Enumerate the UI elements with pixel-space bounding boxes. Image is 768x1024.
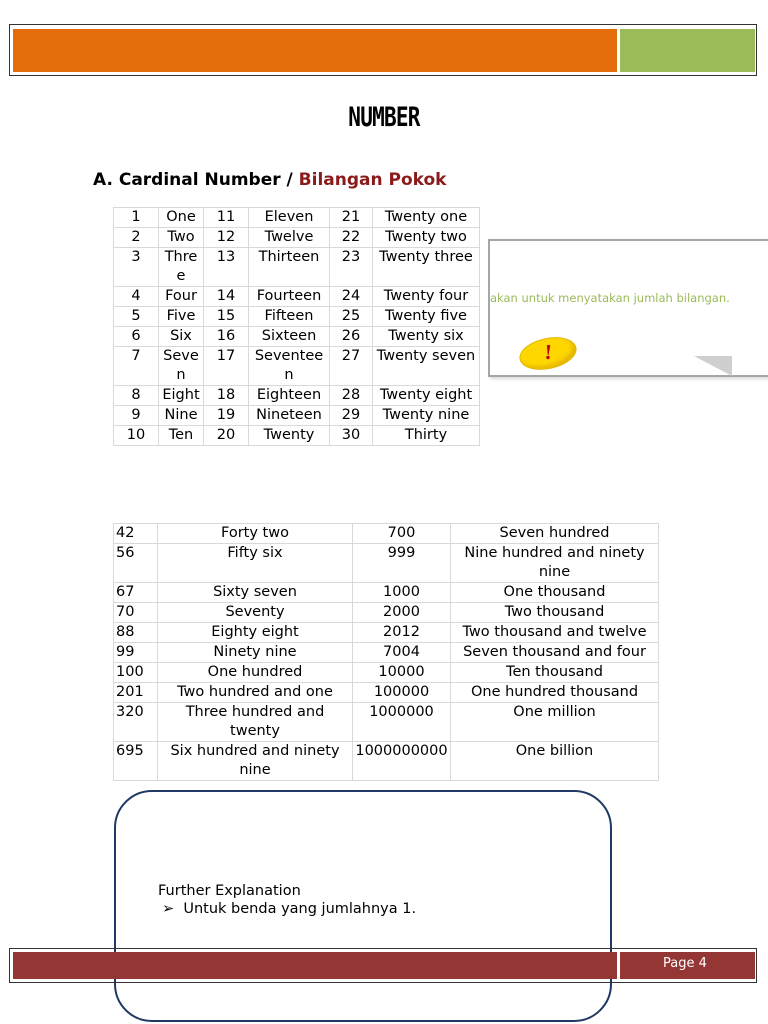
table-cell: 999 (353, 544, 451, 583)
table-cell: One (159, 208, 204, 228)
table-row (114, 663, 659, 683)
table-cell: Seventy (158, 603, 353, 623)
table-cell: 18 (204, 386, 249, 406)
table-cell: Twenty six (373, 327, 480, 347)
callout-text: akan untuk menyatakan jumlah bilangan. (490, 291, 730, 305)
page-title: NUMBER (348, 102, 420, 133)
table-cell: 20 (204, 426, 249, 446)
table-row (114, 683, 659, 703)
table-cell: 1000000000 (353, 742, 451, 781)
table-cell: 3 (114, 248, 159, 287)
table-cell: Fourteen (249, 287, 330, 307)
table-cell: 25 (330, 307, 373, 327)
table-row (114, 603, 659, 623)
table-cell: Nine hundred and ninety nine (451, 544, 659, 583)
table-cell: 6 (114, 327, 159, 347)
cardinal-table-2 (113, 523, 659, 781)
table-cell: 26 (330, 327, 373, 347)
table-cell: Seven (159, 347, 204, 386)
table-cell: 8 (114, 386, 159, 406)
table-cell: Nineteen (249, 406, 330, 426)
table-cell: Seven hundred (451, 524, 659, 544)
table-cell: Twelve (249, 228, 330, 248)
table-cell: Six hundred and ninety nine (158, 742, 353, 781)
table-cell: Two thousand and twelve (451, 623, 659, 643)
table-cell: 16 (204, 327, 249, 347)
table-cell: 11 (204, 208, 249, 228)
table-cell: 320 (114, 703, 158, 742)
table-cell: 1 (114, 208, 159, 228)
table-row (114, 544, 659, 583)
table-cell: 9 (114, 406, 159, 426)
table-cell: 5 (114, 307, 159, 327)
table-cell: Twenty one (373, 208, 480, 228)
table-cell: 7 (114, 347, 159, 386)
table-cell: 2012 (353, 623, 451, 643)
table-cell: 56 (114, 544, 158, 583)
table-cell: One thousand (451, 583, 659, 603)
header-orange-bar (13, 29, 617, 72)
table-cell: 42 (114, 524, 158, 544)
table-row (114, 742, 659, 781)
table-cell: Twenty (249, 426, 330, 446)
table-cell: 10000 (353, 663, 451, 683)
table-row (114, 327, 480, 347)
table-row (114, 347, 480, 386)
table-cell: Ten thousand (451, 663, 659, 683)
table-cell: Fifteen (249, 307, 330, 327)
table-cell: Ten (159, 426, 204, 446)
table-cell: Eight (159, 386, 204, 406)
table-row (114, 643, 659, 663)
table-cell: Six (159, 327, 204, 347)
table-cell: 201 (114, 683, 158, 703)
table-row (114, 287, 480, 307)
table-cell: Twenty two (373, 228, 480, 248)
header-green-bar (620, 29, 755, 72)
table-cell: One hundred thousand (451, 683, 659, 703)
table-cell: 27 (330, 347, 373, 386)
table-cell: 2000 (353, 603, 451, 623)
table-cell: Twenty nine (373, 406, 480, 426)
table-cell: Ninety nine (158, 643, 353, 663)
table-cell: 12 (204, 228, 249, 248)
table-cell: Nine (159, 406, 204, 426)
table-cell: Twenty five (373, 307, 480, 327)
table-cell: 15 (204, 307, 249, 327)
table-cell: 7004 (353, 643, 451, 663)
table-cell: Eighteen (249, 386, 330, 406)
section-heading (93, 170, 447, 190)
table-cell: 28 (330, 386, 373, 406)
table-row (114, 524, 659, 544)
table-cell: 17 (204, 347, 249, 386)
page-number: Page 4 (663, 956, 707, 971)
section-label: A. Cardinal Number / (93, 170, 293, 190)
table-cell: 4 (114, 287, 159, 307)
table-cell: Three (159, 248, 204, 287)
table-cell: Thirty (373, 426, 480, 446)
table-cell: Two hundred and one (158, 683, 353, 703)
table-cell: 1000 (353, 583, 451, 603)
table-cell: 67 (114, 583, 158, 603)
table-cell: 700 (353, 524, 451, 544)
table-row (114, 623, 659, 643)
explanation-bullet (162, 901, 416, 917)
table-cell: Fifty six (158, 544, 353, 583)
table-cell: Sixty seven (158, 583, 353, 603)
table-cell: Eleven (249, 208, 330, 228)
table-cell: Five (159, 307, 204, 327)
table-cell: Thirteen (249, 248, 330, 287)
table-cell: 24 (330, 287, 373, 307)
table-cell: Four (159, 287, 204, 307)
table-cell: 100000 (353, 683, 451, 703)
table-cell: 2 (114, 228, 159, 248)
table-cell: Twenty eight (373, 386, 480, 406)
table-cell: Forty two (158, 524, 353, 544)
table-cell: 100 (114, 663, 158, 683)
table-row (114, 228, 480, 248)
table-cell: 21 (330, 208, 373, 228)
callout-fold (694, 356, 732, 376)
exclamation-glyph: ! (543, 341, 553, 365)
cardinal-table-1 (113, 207, 480, 446)
table-cell: One million (451, 703, 659, 742)
table-row (114, 208, 480, 228)
table-cell: 99 (114, 643, 158, 663)
table-cell: 70 (114, 603, 158, 623)
table-cell: 13 (204, 248, 249, 287)
table-cell: 88 (114, 623, 158, 643)
table-cell: 29 (330, 406, 373, 426)
table-cell: 10 (114, 426, 159, 446)
table-row (114, 307, 480, 327)
table-row (114, 386, 480, 406)
table-cell: Three hundred and twenty (158, 703, 353, 742)
table-cell: 22 (330, 228, 373, 248)
table-cell: Eighty eight (158, 623, 353, 643)
table-row (114, 583, 659, 603)
table-cell: 1000000 (353, 703, 451, 742)
table-row (114, 703, 659, 742)
table-cell: One billion (451, 742, 659, 781)
table-row (114, 248, 480, 287)
table-cell: Seven thousand and four (451, 643, 659, 663)
table-row (114, 426, 480, 446)
table-cell: Seventeen (249, 347, 330, 386)
table-cell: 14 (204, 287, 249, 307)
table-cell: Sixteen (249, 327, 330, 347)
section-label-indonesian: Bilangan Pokok (298, 170, 447, 190)
table-cell: Twenty four (373, 287, 480, 307)
table-cell: 695 (114, 742, 158, 781)
table-cell: Two thousand (451, 603, 659, 623)
table-cell: 30 (330, 426, 373, 446)
table-cell: Twenty three (373, 248, 480, 287)
table-cell: 19 (204, 406, 249, 426)
table-cell: 23 (330, 248, 373, 287)
bullet-arrow-icon: ➢ (162, 901, 175, 917)
explanation-heading: Further Explanation (158, 883, 301, 899)
table-cell: Twenty seven (373, 347, 480, 386)
table-cell: Two (159, 228, 204, 248)
table-cell: One hundred (158, 663, 353, 683)
table-row (114, 406, 480, 426)
footer-red-bar (13, 952, 617, 979)
bullet-text: Untuk benda yang jumlahnya 1. (183, 901, 417, 917)
